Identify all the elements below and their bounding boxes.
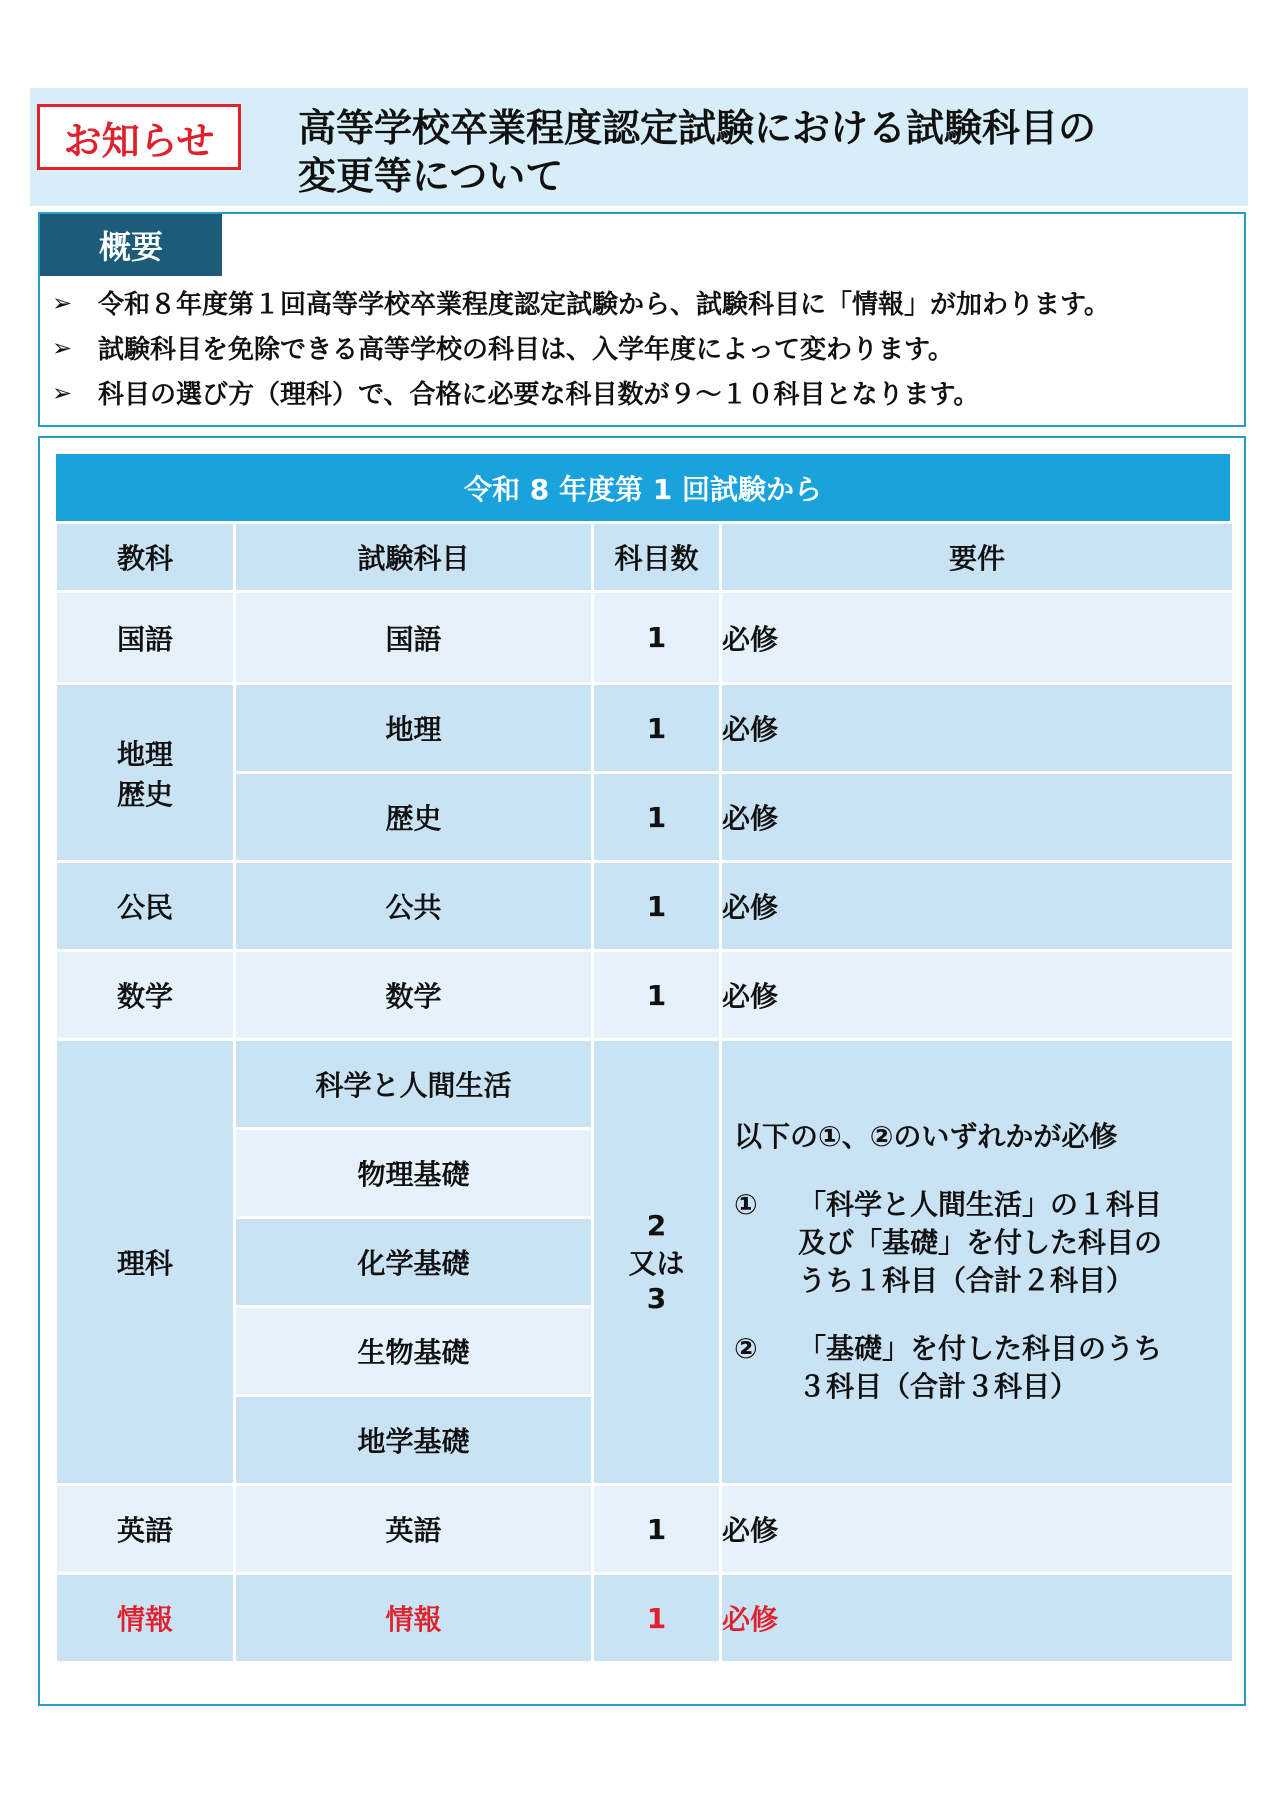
exam-cell: 地学基礎: [236, 1397, 591, 1483]
option-line: ３科目（合計３科目）: [798, 1370, 1079, 1403]
subject-line: 地理: [116, 737, 173, 771]
count-cell-new: 1: [594, 1575, 719, 1661]
bullet-text: 試験科目を免除できる高等学校の科目は、入学年度によって変わります。: [98, 335, 954, 365]
arrow-bullet-icon: ➢: [52, 288, 73, 317]
option-line: 「科学と人間生活」の１科目: [798, 1188, 1163, 1221]
page-title: [298, 104, 1096, 200]
subject-cell-new: 情報: [57, 1575, 233, 1661]
requirement-cell: 必修: [722, 685, 1232, 771]
requirement-cell: 必修: [722, 593, 1232, 682]
table-title: 令和 8 年度第 1 回試験から: [56, 454, 1230, 521]
requirement-option-1: [734, 1186, 1232, 1300]
requirement-cell: 必修: [722, 952, 1232, 1038]
subject-cell: 国語: [57, 593, 233, 682]
table-row: [57, 1575, 1232, 1661]
table-header-row: [57, 524, 1232, 590]
bullet-text: 科目の選び方（理科）で、合格に必要な科目数が９～１０科目となります。: [98, 380, 980, 410]
requirement-cell: [722, 1041, 1232, 1483]
exam-cell: 生物基礎: [236, 1308, 591, 1394]
exam-cell: 国語: [236, 593, 591, 682]
notice-header: [30, 88, 1248, 206]
count-line: 3: [646, 1282, 667, 1315]
page-title-line-2: 変更等について: [298, 154, 564, 198]
subject-cell: 英語: [57, 1486, 233, 1572]
overview-bullet: [52, 280, 1236, 325]
count-line: 2: [646, 1209, 667, 1242]
science-requirement: [722, 1118, 1232, 1406]
count-cell: 1: [594, 685, 719, 771]
overview-bullet: [52, 370, 1236, 415]
option-number: ②: [734, 1332, 758, 1365]
subject-cell: 数学: [57, 952, 233, 1038]
subject-cell: 理科: [57, 1041, 233, 1483]
requirement-cell-new: 必修: [722, 1575, 1232, 1661]
arrow-bullet-icon: ➢: [52, 378, 73, 407]
page-title-line-1: 高等学校卒業程度認定試験における試験科目の: [298, 106, 1097, 150]
count-cell: 1: [594, 774, 719, 860]
header-cell-kyoka: 教科: [57, 524, 233, 590]
exam-cell: 歴史: [236, 774, 591, 860]
option-line: 及び「基礎」を付した科目の: [798, 1226, 1163, 1259]
header-cell-requirement: 要件: [722, 524, 1232, 590]
overview-bullet: [52, 325, 1236, 370]
count-cell: 1: [594, 593, 719, 682]
overview-bullets: [52, 280, 1236, 415]
option-text: [798, 1186, 1162, 1300]
exam-cell: 物理基礎: [236, 1130, 591, 1216]
requirement-cell: 必修: [722, 1486, 1232, 1572]
subject-line: 歴史: [116, 777, 173, 811]
exam-cell: 数学: [236, 952, 591, 1038]
exam-cell: 英語: [236, 1486, 591, 1572]
table-row: [57, 1041, 1232, 1127]
requirement-cell: 必修: [722, 863, 1232, 949]
exam-cell: 化学基礎: [236, 1219, 591, 1305]
option-line: 「基礎」を付した科目のうち: [798, 1332, 1163, 1365]
exam-cell: 地理: [236, 685, 591, 771]
subjects-section: [38, 436, 1246, 1706]
table-row: [57, 774, 1232, 860]
subject-cell: [57, 685, 233, 860]
count-cell: 1: [594, 863, 719, 949]
arrow-bullet-icon: ➢: [52, 333, 73, 362]
count-cell: [594, 1041, 719, 1483]
overview-section: [38, 212, 1246, 427]
subject-cell: 公民: [57, 863, 233, 949]
option-line: うち１科目（合計２科目）: [798, 1264, 1135, 1297]
option-text: [798, 1330, 1162, 1406]
exam-cell: 公共: [236, 863, 591, 949]
requirement-cell: 必修: [722, 774, 1232, 860]
header-cell-count: 科目数: [594, 524, 719, 590]
table-row: [57, 593, 1232, 682]
table-row: [57, 685, 1232, 771]
bullet-text: 令和８年度第１回高等学校卒業程度認定試験から、試験科目に「情報」が加わります。: [98, 290, 1110, 320]
requirement-intro: 以下の①、②のいずれかが必修: [734, 1120, 1118, 1153]
count-line: 又は: [628, 1247, 685, 1280]
option-number: ①: [734, 1188, 758, 1221]
table-row: [57, 1486, 1232, 1572]
overview-tab: 概要: [40, 214, 222, 276]
count-cell: 1: [594, 1486, 719, 1572]
count-cell: 1: [594, 952, 719, 1038]
exam-cell-new: 情報: [236, 1575, 591, 1661]
exam-cell: 科学と人間生活: [236, 1041, 591, 1127]
table-row: [57, 952, 1232, 1038]
notice-badge: お知らせ: [37, 104, 241, 170]
header-cell-exam: 試験科目: [236, 524, 591, 590]
subjects-table: [54, 521, 1235, 1664]
table-row: [57, 863, 1232, 949]
requirement-option-2: [734, 1330, 1232, 1406]
